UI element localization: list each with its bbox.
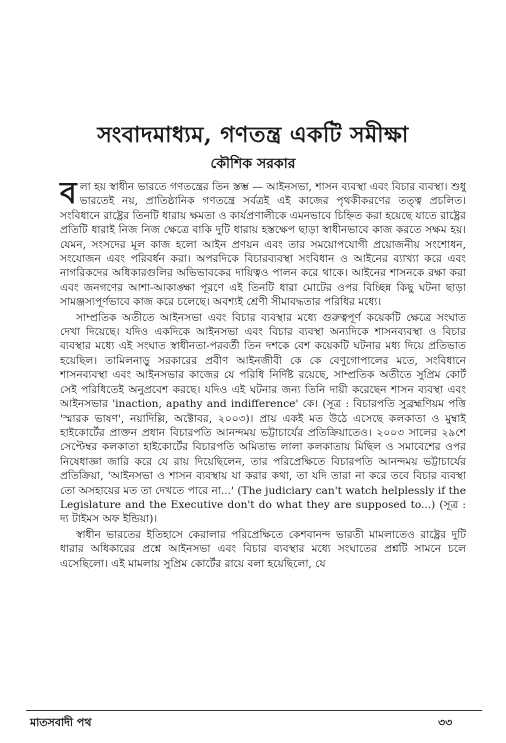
paragraph-2: সাম্প্রতিক অতীতে আইনসভা এবং বিচার ব্যবস্থার মধ্যে গুরুত্বপূর্ণ কয়েকটি ক্ষেত্রে সংঘাত দেখা দিয়েছে। যদিও একদিকে আইনসভা এবং বিচার ব্যবস্থা অন্যদিকে শাসনব্যবস্থা ও বিচার ব্যবস্থার মধ্যে এই সংঘাত স্বাধীনতা-পরবর্তী তিন দশকে বেশ কয়েকটি ঘটনার মধ্য দিয়ে প্রতিভাত হয়েছিল। তামিলনাড়ু সরকারের প্রবীণ আইনজীবী কে কে বেণুগোপালের মতে, সংবিধানে শাসনব্যবস্থা এবং আইনসভার কাজের যে পরিধি নির্দিষ্ট রয়েছে, সাম্প্রতিক অতীতে সুপ্রিম কোর্ট সেই পরিধিতেই অনুপ্রবেশ করছে। যদিও এই ঘটনার জন্য তিনি দায়ী করেছেন শাসন ব্যবস্থা এবং আইনসভার 'inaction, apathy and indifference' কে। (সূত্র : বিচারপতি সুব্রহ্মণিয়ম পত্তি 'স্মারক ভাষণ', নয়াদিল্লি, অক্টোবর, ২০০৩)। প্রায় একই মত উঠে এসেছে কলকাতা ও মুম্বাই হাইকোর্টের প্রাক্তন প্রধান বিচারপতি আনন্দময় ভট্টাচার্যের প্রতিক্রিয়াতেও। ২০০৩ সালের ২৯শে সেপ্টেম্বর কলকাতা হাইকোর্টের বিচারপতি অমিতাভ লালা কলকাতায় মিছিল ও সমাবেশের ওপর নিষেধাজ্ঞা জারি করে যে রায় দিয়েছিলেন, তার পরিপ্রেক্ষিতে বিচারপতি আনন্দময় ভট্টাচার্যের প্রতিক্রিয়া, 'আইনসভা ও শাসন ব্যবস্থায় যা করার কথা, তা যদি তারা না করে তবে বিচার ব্যবস্থা তো অসহায়ের মত তা দেখতে পারে না...' (The judiciary can't watch helplessly if the Legislature and the Executive don't do what they are supposed to...) (সূত্র : দ্য টাইমস অফ ইন্ডিয়া)।: [60, 311, 466, 526]
paragraph-3: স্বাধীন ভারতের ইতিহাসে কেরালার পরিপ্রেক্ষিতে কেশবানন্দ ভারতী মামলাতেও রাষ্ট্রের দুটি ধারার অধিকারের প্রশ্নে আইনসভা এবং বিচার ব্যবস্থার মধ্যে সংঘাতের প্রশ্নটি সামনে চলে এসেছিলো। এই মামলায় সুপ্রিম কোর্টের রায়ে বলা হয়েছিলো, যে: [60, 528, 466, 570]
article-body: [60, 176, 466, 572]
drop-cap: ব: [60, 176, 77, 211]
article-title: সংবাদমাধ্যম, গণতন্ত্র একটি সমীক্ষা: [97, 122, 409, 148]
paragraph-1: [60, 176, 466, 310]
journal-name: মাতসবাদী পথ: [30, 716, 92, 729]
footer-divider: [26, 710, 482, 711]
paragraph-1-text: লা হয় স্বাধীন ভারতে গণতন্ত্রের তিন স্তম্ভ — আইনসভা, শাসন ব্যবস্থা এবং বিচার ব্যবস্থা। শুধু ভারতেই নয়, প্রাতিষ্ঠানিক গণতন্ত্রে সর্বত্রই এই কাজের পৃথকীকরণের তত্ত্ব প্রচলিত। সংবিধানে রাষ্ট্রের তিনটি ধারায় ক্ষমতা ও কার্যপ্রণালীকে এমনভাবে চিহ্নিত করা হয়েছে যাতে রাষ্ট্রের প্রতিটি ধারাই নিজ নিজ ক্ষেত্রে বাকি দুটি ধারায় হস্তক্ষেপ ছাড়া স্বাধীনভাবে কাজ করতে সক্ষম হয়। যেমন, সংসদের মূল কাজ হলো আইন প্রণয়ন এবং তার সময়োপযোগী প্রয়োজনীয় সংশোধন, সংযোজন এবং পরিবর্ধন করা। অপরদিকে বিচারব্যবস্থা সংবিধান ও আইনের ব্যাখ্যা করে এবং নাগরিকদের অধিকারগুলির অভিভাবকের দায়িত্বও পালন করে থাকে। আইনের শাসনকে রক্ষা করা এবং জনগণের আশা-আকাঙ্ক্ষা পূরণে এই তিনটি ধারা মোটের ওপর বিচ্ছিন্ন কিছু ঘটনা ছাড়া সামঞ্জস্যপূর্ণভাবে কাজ করে চলেছে। অবশ্যই শ্রেণী সীমাবদ্ধতার পরিধির মধ্যে।: [60, 181, 466, 309]
page-number: ৩৩: [438, 716, 453, 729]
article-author: কৌশিক সরকার: [210, 156, 296, 172]
